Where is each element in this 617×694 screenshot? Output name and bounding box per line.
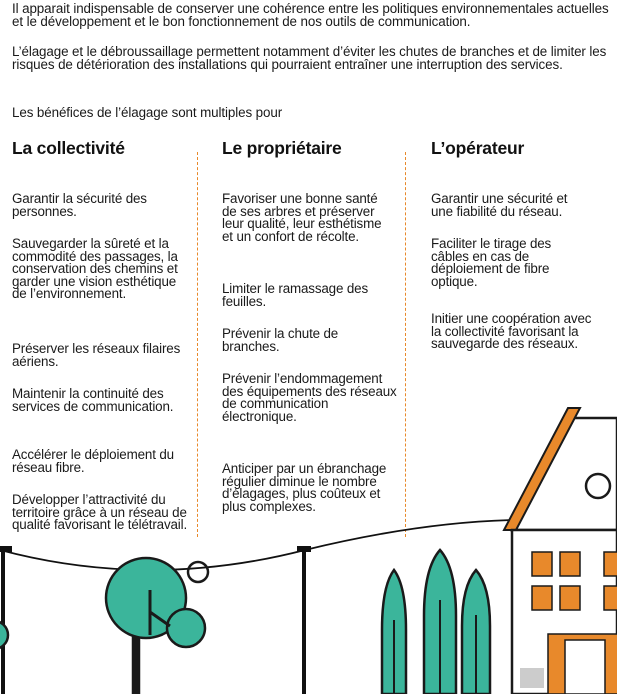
intro-paragraph-3: Les bénéfices de l’élagage sont multiples pour	[12, 105, 283, 120]
list-item: Prévenir la chute de branches.	[222, 326, 339, 354]
cypress-tree-icon	[382, 550, 490, 694]
list-item: Maintenir la continuité des services de communication.	[12, 386, 174, 414]
list-item: Prévenir l’endommagement des équipements des réseaux de communication électronique.	[222, 371, 397, 424]
list-item: Garantir la sécurité des personnes.	[12, 191, 147, 219]
house-icon	[504, 408, 617, 694]
column-title-collectivite: La collectivité	[12, 138, 125, 158]
list-item: Accélérer le déploiement du réseau fibre.	[12, 447, 174, 475]
column-title-operateur: L’opérateur	[431, 138, 525, 158]
list-item: Anticiper par un ébranchage régulier diminue le nombre d’élagages, plus coûteux et plus complexes.	[222, 461, 387, 514]
list-item: Sauvegarder la sûreté et la commodité des passages, la conservation des chemins et garder une vision esthétique de l’environnement.	[12, 236, 178, 302]
column-title-proprietaire: Le propriétaire	[222, 138, 342, 158]
intro-paragraph-2: L’élagage et le débroussaillage permettent notamment d’éviter les chutes de branches et de limiter les risques de détérioration des installations qui pourraient entraîner une interruption des services.	[12, 44, 607, 72]
list-item: Développer l’attractivité du territoire grâce à un réseau de qualité favorisant le télétravail.	[12, 492, 188, 533]
list-item: Initier une coopération avec la collectivité favorisant la sauvegarde des réseaux.	[431, 311, 592, 352]
list-item: Limiter le ramassage des feuilles.	[222, 281, 368, 309]
list-item: Préserver les réseaux filaires aériens.	[12, 341, 181, 369]
list-item: Favoriser une bonne santé de ses arbres et préserver leur qualité, leur esthétisme et un confort de récolte.	[222, 191, 382, 244]
column-proprietaire	[222, 138, 402, 514]
landscape-illustration	[0, 400, 617, 694]
round-tree-icon	[106, 558, 208, 694]
list-item: Garantir une sécurité et une fiabilité du réseau.	[431, 191, 568, 219]
list-item: Faciliter le tirage des câbles en cas de déploiement de fibre optique.	[431, 236, 552, 289]
utility-pole-icon	[302, 550, 306, 694]
tree-icon	[0, 621, 8, 649]
intro-paragraph-1: Il apparait indispensable de conserver une cohérence entre les politiques environnementales actuelles et le développement et le bon fonctionnement de nos outils de communication.	[12, 1, 609, 29]
column-operateur	[431, 138, 611, 352]
column-collectivite	[12, 138, 192, 533]
